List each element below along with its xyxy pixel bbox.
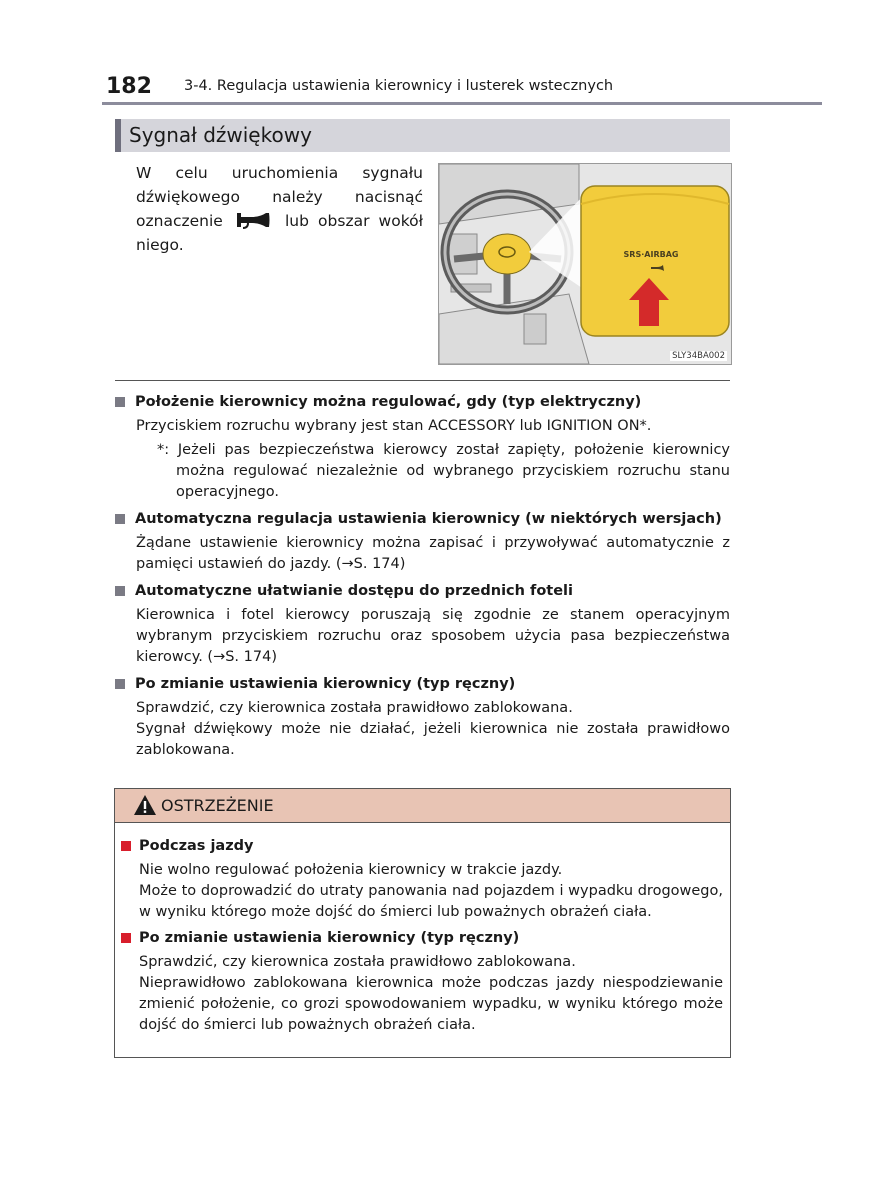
warning-header [115,789,730,823]
intro-text-after-icon: lub obszar wokół niego. [136,212,424,254]
note-title: Po zmianie ustawienia kierownicy (typ ręczny) [115,674,730,695]
note-item [115,674,730,761]
square-bullet-icon [115,586,125,596]
note-body: Sprawdzić, czy kierownica została prawidłowo zablokowana. Sygnał dźwiękowy może nie działać, jeżeli kierownica nie została prawidłowo zablokowana. [136,700,730,758]
warning-item-title: Po zmianie ustawienia kierownicy (typ ręczny) [121,928,723,949]
warning-box [114,788,731,1058]
red-square-bullet-icon [121,841,131,851]
section-title: Sygnał dźwiękowy [129,123,312,147]
square-bullet-icon [115,679,125,689]
page-number: 182 [106,74,152,99]
warning-triangle-icon [133,794,157,816]
warning-item-body: Sprawdzić, czy kierownica została prawidłowo zablokowana. Nieprawidłowo zablokowana kierownica może podczas jazdy niespodziewanie zmienić położenie, co grozi spowodowaniem wypadku, w wyniku którego może dojść do śmierci lub poważnych obrażeń ciała. [139,954,723,1033]
warning-list [121,836,723,1041]
note-title: Położenie kierownicy można regulować, gdy (typ elektryczny) [115,392,730,413]
note-body: Kierownica i fotel kierowcy poruszają się zgodnie ze stanem operacyjnym wybranym przyciskiem rozruchu oraz sposobem użycia pasa bezpieczeństwa kierowcy. (→S. 174) [136,607,730,665]
airbag-label: SRS·AIRBAG [623,250,679,259]
square-bullet-icon [115,514,125,524]
warning-item [121,928,723,1036]
section-heading [115,119,730,152]
header-rule [102,102,822,105]
note-body: Przyciskiem rozruchu wybrany jest stan ACCESSORY lub IGNITION ON*. [136,418,652,434]
red-square-bullet-icon [121,933,131,943]
note-item [115,509,730,575]
notes-list [115,392,730,767]
intro-text-before-icon: W celu uruchomienia sygnału dźwiękowego należy nacisnąć oznaczenie [136,164,423,230]
footnote: *: Jeżeli pas bezpieczeństwa kierowcy został zapięty, położenie kierownicy można regulować niezależnie od wybranego przyciskiem rozruchu stanu operacyjnego. [157,442,730,500]
warning-title: OSTRZEŻENIE [161,796,274,815]
warning-item [121,836,723,923]
notes-rule [115,380,730,381]
steering-wheel-figure [438,163,732,365]
warning-item-title: Podczas jazdy [121,836,723,857]
note-title: Automatyczna regulacja ustawienia kierownicy (w niektórych wersjach) [115,509,730,530]
figure-code: SLY34BA002 [672,351,725,361]
square-bullet-icon [115,397,125,407]
horn-icon [236,211,272,229]
warning-item-body: Nie wolno regulować położenia kierownicy w trakcie jazdy. Może to doprowadzić do utraty panowania nad pojazdem i wypadku drogowego, w wyniku którego może dojść do śmierci lub poważnych obrażeń ciała. [139,862,723,920]
dashboard-illustration [439,164,731,364]
note-title: Automatyczne ułatwianie dostępu do przednich foteli [115,581,730,602]
note-item [115,581,730,668]
section-heading-bar [115,119,121,152]
note-item [115,392,730,503]
note-body: Żądane ustawienie kierownicy można zapisać i przywoływać automatycznie z pamięci ustawień do jazdy. (→S. 174) [136,535,730,572]
section-intro [136,161,423,257]
chapter-title: 3-4. Regulacja ustawienia kierownicy i lusterek wstecznych [184,78,614,94]
